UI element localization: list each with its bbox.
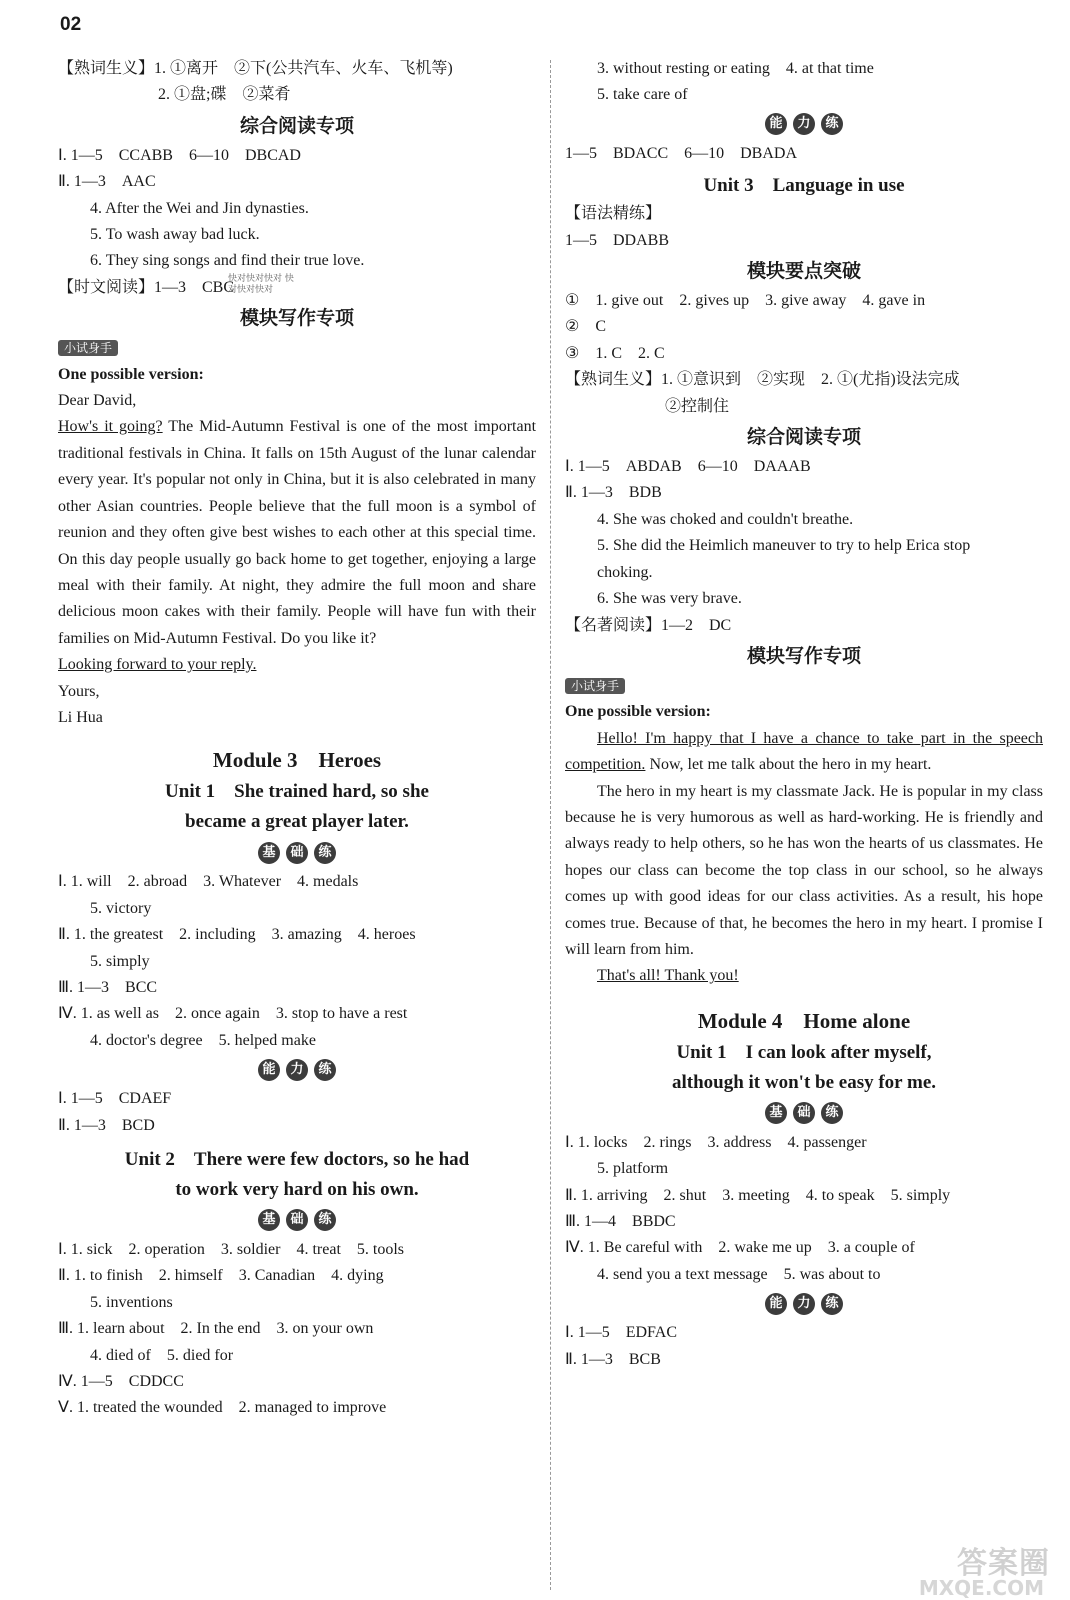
section-heading: 综合阅读专项 xyxy=(746,426,861,449)
answer-line: Ⅰ. 1. sick 2. operation 3. soldier 4. treat 5. tools xyxy=(58,1241,405,1258)
answer-line: Ⅴ. 1. treated the wounded 2. managed to improve xyxy=(58,1399,387,1417)
answer-line: Ⅱ. 1. to finish 2. himself 3. Canadian 4. dying xyxy=(58,1267,384,1285)
answer-line: Ⅲ. 1—3 BCC xyxy=(58,978,158,996)
answer-line: 【名著阅读】1—2 DC xyxy=(565,616,732,634)
ability-practice-badge: 能 力 练 xyxy=(58,1054,536,1086)
basic-practice-badge: 基 础 练 xyxy=(58,837,536,869)
answer-line: Ⅰ. 1—5 CDAEF xyxy=(58,1090,172,1108)
version-label: One possible version: xyxy=(58,365,204,383)
unit-title: Unit 1 I can look after myself, xyxy=(676,1041,932,1063)
answer-line: Ⅲ. 1. learn about 2. In the end 3. on your own xyxy=(58,1320,374,1338)
letter-open: How's it going? xyxy=(58,418,163,436)
answer-line: 3. without resting or eating 4. at that time xyxy=(597,60,874,77)
answer-line: 5. take care of xyxy=(597,86,688,104)
answer-line: 5. simply xyxy=(90,952,150,970)
stamp-text: 快对快对快对 快对快对快对 xyxy=(228,274,294,295)
answer-line: ① 1. give out 2. gives up 3. give away 4. gave in xyxy=(565,292,926,310)
module-title: Module 4 Home alone xyxy=(697,1008,911,1033)
answer-line: Ⅳ. 1—5 CDDCC xyxy=(58,1373,184,1391)
answer-line: 5. inventions xyxy=(90,1293,173,1311)
answer-line: 【熟词生义】1. ①意识到 ②实现 2. ①(尤指)设法完成 xyxy=(565,371,960,389)
ability-practice-badge: 能 力 练 xyxy=(565,1288,1043,1320)
letter-close: Looking forward to your reply. xyxy=(58,656,257,674)
answer-line: 6. She was very brave. xyxy=(597,590,742,608)
answer-line: 1—5 DDABB xyxy=(565,231,670,249)
answer-line: 1—5 BDACC 6—10 DBADA xyxy=(565,144,798,162)
answer-line: Ⅱ. 1—3 BDB xyxy=(565,484,662,502)
letter-greeting: Dear David, xyxy=(58,392,137,410)
answer-line: Ⅰ. 1—5 ABDAB 6—10 DAAAB xyxy=(565,458,811,476)
unit-title: Unit 2 There were few doctors, so he had xyxy=(124,1149,470,1170)
answer-line: 4. doctor's degree 5. helped make xyxy=(90,1031,316,1049)
answer-line: Ⅳ. 1. as well as 2. once again 3. stop to have a rest xyxy=(58,1005,408,1023)
section-heading: 模块要点突破 xyxy=(746,260,861,283)
grammar-label: 【语法精练】 xyxy=(565,205,662,223)
unit-title: became a great player later. xyxy=(185,811,409,833)
answer-line: 【时文阅读】1—3 CBC xyxy=(58,278,235,296)
answer-line: Ⅰ. 1—5 CCABB 6—10 DBCAD xyxy=(58,146,301,164)
answer-line: Ⅱ. 1. the greatest 2. including 3. amazing 4. heroes xyxy=(58,926,416,944)
section-heading: 综合阅读专项 xyxy=(239,114,354,137)
answer-line: Ⅲ. 1—4 BBDC xyxy=(565,1213,676,1230)
watermark-url: MXQE.COM xyxy=(918,1576,1044,1600)
module-title: Module 3 Heroes xyxy=(212,748,382,773)
unit-title: Unit 3 Language in use xyxy=(703,175,905,197)
answer-line: 4. She was choked and couldn't breathe. xyxy=(597,510,854,528)
letter-name: Li Hua xyxy=(58,708,103,726)
answer-line: 5. victory xyxy=(90,899,152,917)
unit-title: although it won't be easy for me. xyxy=(671,1071,937,1093)
answer-line: choking. xyxy=(597,563,653,581)
answer-line: Ⅳ. 1. Be careful with 2. wake me up 3. a couple of xyxy=(565,1239,915,1257)
ability-practice-badge: 能 力 练 xyxy=(565,109,1043,141)
answer-line: ②控制住 xyxy=(665,397,730,415)
version-label: One possible version: xyxy=(565,703,711,721)
basic-practice-badge: 基 础 练 xyxy=(58,1205,536,1237)
answer-line: ③ 1. C 2. C xyxy=(565,344,665,362)
vocab-line: 2. ①盘;碟 ②菜肴 xyxy=(158,86,291,104)
unit-title: Unit 1 She trained hard, so she xyxy=(165,781,429,803)
section-heading: 模块写作专项 xyxy=(239,307,354,330)
letter-yours: Yours, xyxy=(58,682,100,700)
speech-paragraph: The hero in my heart is my classmate Jack. He is popular in my class because he is very humorous as well as hard-working. He is friendly and always ready to help others, so he has won the hearts of us classmates. He hopes our class can become the top class in our school, so he always comes up with good ideas for our class activities. As a result, his hope comes true. Because of that, he becomes the hero in my heart. I promise I will learn from him. xyxy=(565,782,1043,958)
answer-line: 5. platform xyxy=(597,1160,669,1178)
answer-line: 5. She did the Heimlich maneuver to try to help Erica stop xyxy=(597,537,971,555)
column-divider xyxy=(550,60,551,1590)
answer-line: 6. They sing songs and find their true love. xyxy=(90,252,365,270)
answer-line: Ⅰ. 1. will 2. abroad 3. Whatever 4. medals xyxy=(58,873,359,891)
answer-line: 5. To wash away bad luck. xyxy=(90,226,260,244)
right-column xyxy=(565,56,1043,1373)
answer-line: Ⅱ. 1—3 AAC xyxy=(58,173,156,191)
left-column xyxy=(58,56,536,1422)
answer-line: 4. After the Wei and Jin dynasties. xyxy=(90,199,309,217)
answer-line: Ⅰ. 1—5 EDFAC xyxy=(565,1324,677,1342)
practice-tag: 小试身手 xyxy=(58,340,118,356)
watermark-logo: 答案圈 xyxy=(957,1546,1050,1581)
basic-practice-badge: 基 础 练 xyxy=(565,1098,1043,1130)
section-heading: 模块写作专项 xyxy=(746,644,861,667)
answer-line: Ⅱ. 1—3 BCB xyxy=(565,1350,661,1368)
answer-line: Ⅱ. 1—3 BCD xyxy=(58,1116,155,1134)
answer-line: Ⅱ. 1. arriving 2. shut 3. meeting 4. to speak 5. simply xyxy=(565,1186,951,1204)
vocab-line: 【熟词生义】1. ①离开 ②下(公共汽车、火车、飞机等) xyxy=(58,60,453,77)
answer-line: 4. died of 5. died for xyxy=(90,1346,234,1364)
answer-line: ② C xyxy=(565,318,607,336)
answer-line: 4. send you a text message 5. was about to xyxy=(597,1265,881,1283)
practice-tag: 小试身手 xyxy=(565,678,625,694)
speech-close: That's all! Thank you! xyxy=(597,967,739,985)
unit-title: to work very hard on his own. xyxy=(175,1179,419,1200)
page-number: 02 xyxy=(60,14,82,35)
letter-body: How's it going? The Mid-Autumn Festival is one of the most important traditional festivals in China. It falls on 15th August of the lunar calendar every year. It's popular not only in China, but it is also celebrated in many other Asian countries. People believe that the full moon is a symbol of reunion and they often give best wishes to each other at this special time. On this day people usually go back home to get together, enjoying a large meal with their family. At night, they admire the full moon and share delicious moon cakes with their family. People will have fun with their families on Mid-Autumn Festival. Do you like it? xyxy=(58,418,537,647)
answer-line: Ⅰ. 1. locks 2. rings 3. address 4. passenger xyxy=(565,1133,867,1151)
speech-open: Hello! I'm happy that I have a chance to take part in the speech competition. xyxy=(565,729,1043,774)
speech-paragraph: Hello! I'm happy that I have a chance to take part in the speech competition. Now, let me talk about the hero in my heart. xyxy=(565,729,1043,774)
